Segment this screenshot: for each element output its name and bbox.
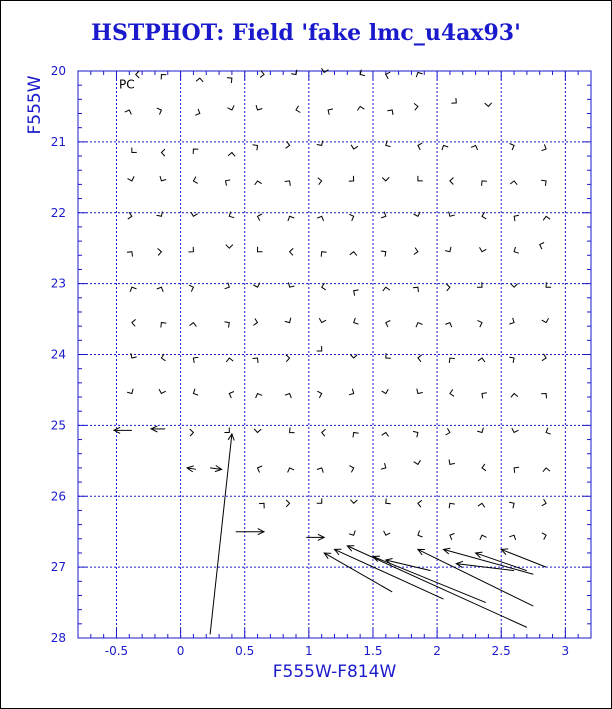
data-marker xyxy=(286,500,290,507)
data-marker xyxy=(350,252,357,256)
data-marker xyxy=(226,358,233,362)
data-marker xyxy=(127,389,133,394)
data-arrow xyxy=(324,553,392,592)
data-marker xyxy=(128,176,135,181)
data-marker xyxy=(317,141,323,146)
data-marker xyxy=(442,145,448,150)
data-marker xyxy=(386,72,390,79)
data-arrow xyxy=(210,434,232,635)
data-marker xyxy=(418,143,422,150)
data-marker xyxy=(471,145,478,150)
data-marker xyxy=(482,393,487,399)
data-marker xyxy=(382,177,389,181)
data-marker xyxy=(193,177,197,184)
y-tick-label: 20 xyxy=(50,64,66,78)
data-marker xyxy=(322,429,326,436)
data-marker xyxy=(286,355,290,362)
y-tick-label: 24 xyxy=(50,347,66,362)
data-marker xyxy=(227,78,232,83)
y-tick-label: 23 xyxy=(50,276,66,291)
data-marker xyxy=(131,353,137,358)
data-marker xyxy=(258,247,263,252)
data-marker xyxy=(418,176,423,181)
data-marker xyxy=(161,323,167,328)
data-marker xyxy=(482,181,487,186)
data-marker xyxy=(542,499,546,506)
y-tick-labels xyxy=(51,64,66,645)
data-marker xyxy=(228,153,235,157)
x-tick-label: 2.5 xyxy=(491,644,511,658)
data-marker xyxy=(509,535,515,540)
data-marker xyxy=(450,389,454,396)
data-marker xyxy=(226,180,231,186)
data-marker xyxy=(413,287,419,292)
data-marker xyxy=(383,287,390,291)
data-marker xyxy=(193,389,198,395)
data-marker xyxy=(512,428,519,432)
data-marker xyxy=(418,531,423,537)
data-marker xyxy=(125,110,132,115)
data-marker xyxy=(511,394,518,398)
data-marker xyxy=(258,466,263,473)
data-marker xyxy=(414,248,418,255)
data-arrow xyxy=(444,549,534,574)
arrow-group xyxy=(114,426,546,635)
data-marker xyxy=(189,247,194,252)
data-marker xyxy=(546,282,551,287)
data-marker xyxy=(189,285,194,292)
data-marker xyxy=(509,502,514,508)
data-marker xyxy=(160,176,166,181)
data-marker xyxy=(158,249,162,256)
data-marker xyxy=(319,318,326,322)
data-marker xyxy=(193,357,198,363)
data-marker xyxy=(190,323,197,327)
y-tick-label: 28 xyxy=(50,631,66,645)
y-tick-label: 25 xyxy=(50,418,66,433)
data-marker xyxy=(195,109,200,115)
data-marker xyxy=(478,503,485,507)
chart-title: HSTPHOT: Field 'fake lmc_u4ax93' xyxy=(91,20,521,46)
data-marker xyxy=(161,75,166,80)
data-marker xyxy=(349,466,353,473)
data-marker xyxy=(485,103,492,107)
data-marker xyxy=(478,320,483,327)
data-marker xyxy=(161,149,165,156)
data-marker xyxy=(413,431,418,437)
data-marker xyxy=(322,68,329,72)
data-marker xyxy=(321,252,326,257)
data-marker xyxy=(542,533,546,540)
data-marker xyxy=(449,358,455,363)
data-marker xyxy=(288,216,294,221)
data-marker xyxy=(451,98,456,103)
data-marker xyxy=(253,145,258,151)
data-marker xyxy=(136,71,140,78)
data-marker xyxy=(353,433,359,438)
data-marker xyxy=(196,78,203,82)
data-marker xyxy=(350,355,357,359)
data-marker xyxy=(258,214,263,221)
data-marker xyxy=(255,181,262,185)
data-marker xyxy=(446,284,450,291)
data-marker xyxy=(386,141,391,147)
data-marker xyxy=(226,245,233,249)
data-marker xyxy=(478,358,485,362)
data-marker xyxy=(386,353,391,358)
data-marker xyxy=(349,531,355,536)
data-marker xyxy=(357,106,364,110)
data-marker xyxy=(288,468,295,473)
data-marker xyxy=(416,72,422,77)
data-marker xyxy=(351,145,358,149)
data-marker xyxy=(260,71,264,78)
data-marker xyxy=(190,429,194,436)
data-marker xyxy=(449,212,455,217)
x-tick-label: 1.5 xyxy=(363,644,383,658)
data-marker xyxy=(349,214,354,221)
data-marker xyxy=(354,290,359,296)
data-marker xyxy=(541,180,546,186)
data-marker xyxy=(317,346,322,351)
data-marker xyxy=(543,468,550,472)
data-marker xyxy=(296,106,300,113)
data-marker xyxy=(127,252,133,257)
data-marker xyxy=(286,141,290,148)
data-marker xyxy=(449,503,455,508)
data-marker xyxy=(514,467,519,473)
data-marker xyxy=(480,247,487,251)
data-marker xyxy=(288,282,294,287)
data-marker xyxy=(259,503,264,508)
x-tick-label: 0.5 xyxy=(235,644,255,658)
y-axis-label: F555W xyxy=(25,75,45,135)
data-marker xyxy=(285,318,291,323)
y-tick-label: 27 xyxy=(50,560,66,575)
data-marker xyxy=(509,318,514,324)
data-marker xyxy=(477,428,483,433)
pc-annotation: PC xyxy=(119,77,135,92)
x-tick-label: 1 xyxy=(305,644,313,658)
x-tick-label: -0.5 xyxy=(104,644,129,658)
data-marker xyxy=(354,318,359,324)
data-marker xyxy=(193,149,198,154)
data-marker xyxy=(482,464,486,471)
data-marker xyxy=(256,105,262,110)
data-arrow xyxy=(335,549,444,599)
data-marker xyxy=(417,389,423,394)
data-marker xyxy=(253,358,258,363)
data-marker xyxy=(229,392,234,399)
data-marker xyxy=(418,500,422,507)
data-marker xyxy=(381,463,386,469)
data-marker xyxy=(384,531,391,535)
data-marker xyxy=(290,428,295,433)
data-marker xyxy=(157,287,163,292)
data-marker xyxy=(510,181,517,185)
y-tick-label: 21 xyxy=(50,134,66,149)
data-marker xyxy=(318,178,322,185)
data-marker xyxy=(159,389,166,393)
data-marker xyxy=(450,178,454,185)
data-marker xyxy=(254,429,261,433)
data-marker xyxy=(540,243,544,250)
data-marker xyxy=(285,181,291,186)
data-marker xyxy=(514,247,519,253)
data-marker xyxy=(253,319,257,326)
data-marker xyxy=(542,318,549,322)
data-marker xyxy=(418,355,422,362)
data-marker xyxy=(228,106,235,111)
data-marker xyxy=(449,460,455,465)
x-axis-label: F555W-F814W xyxy=(272,662,397,682)
data-marker xyxy=(541,394,546,399)
data-marker xyxy=(450,533,455,539)
data-marker xyxy=(445,323,451,328)
data-marker xyxy=(317,498,322,503)
data-marker xyxy=(317,391,321,398)
data-marker xyxy=(510,144,515,151)
data-marker xyxy=(317,216,324,221)
data-marker xyxy=(225,322,230,328)
data-marker xyxy=(414,460,421,464)
data-marker xyxy=(445,247,451,252)
data-arrow xyxy=(456,564,514,571)
data-marker xyxy=(381,251,386,257)
data-marker xyxy=(509,357,514,363)
data-marker xyxy=(285,394,291,399)
data-marker xyxy=(349,176,354,181)
data-arrow xyxy=(386,560,431,571)
data-marker xyxy=(382,389,389,393)
x-tick-label: 3 xyxy=(561,644,570,658)
y-tick-label: 26 xyxy=(50,489,66,504)
data-marker xyxy=(543,216,550,220)
data-marker xyxy=(446,428,450,435)
data-marker xyxy=(546,428,551,434)
data-marker xyxy=(387,110,393,115)
data-marker xyxy=(290,248,294,255)
data-marker xyxy=(382,433,389,437)
x-tick-label: 0 xyxy=(176,644,185,658)
data-marker xyxy=(511,284,518,288)
data-marker xyxy=(386,321,391,328)
data-marker xyxy=(132,148,137,153)
data-marker xyxy=(416,323,423,328)
data-marker xyxy=(514,215,519,221)
data-marker xyxy=(328,109,333,115)
x-tick-labels xyxy=(105,644,569,658)
data-marker xyxy=(291,70,297,75)
x-tick-label: 2 xyxy=(433,644,441,658)
data-marker xyxy=(542,144,547,150)
data-marker xyxy=(132,319,136,326)
data-marker xyxy=(414,103,418,110)
data-marker xyxy=(349,389,354,395)
data-marker xyxy=(130,287,136,292)
data-marker xyxy=(386,498,391,503)
grid-lines xyxy=(78,71,591,638)
data-marker xyxy=(480,535,487,540)
data-marker xyxy=(350,500,357,504)
data-marker xyxy=(317,468,323,473)
data-marker xyxy=(477,282,482,287)
y-tick-label: 22 xyxy=(50,205,66,220)
data-marker xyxy=(224,428,229,433)
data-marker xyxy=(256,394,263,399)
data-marker xyxy=(157,108,162,115)
data-marker xyxy=(157,212,163,217)
